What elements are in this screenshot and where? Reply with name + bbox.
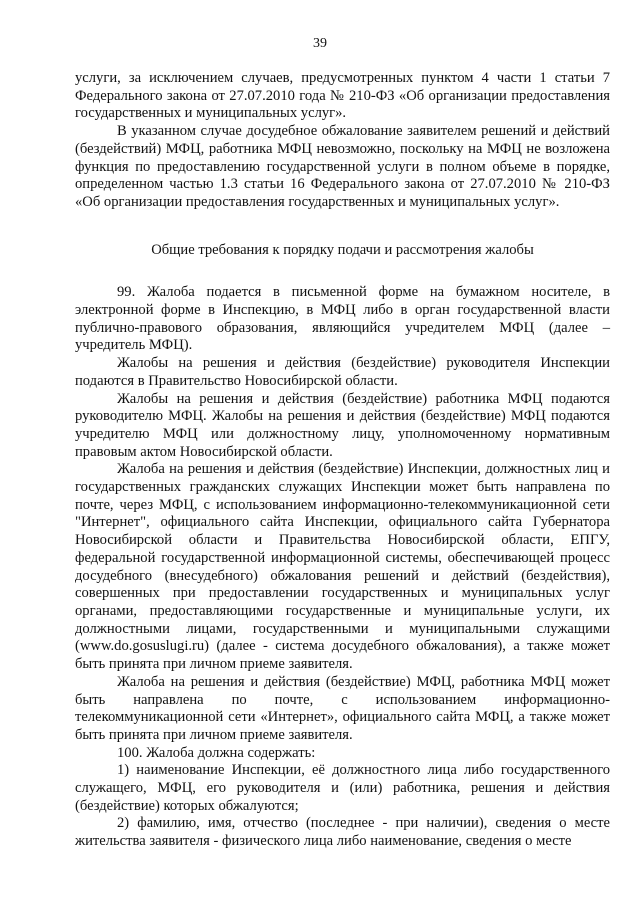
- paragraph: В указанном случае досудебное обжалование заявителем решений и действий (бездействий) МФЦ, работника МФЦ невозможно, поскольку на МФЦ не возложена функция по предоставлению государственной услуги в полном объеме в порядке, определенном частью 1.3 статьи 16 Федерального закона от 27.07.2010 № 210-ФЗ «Об организации предоставления государственных и муниципальных услуг».: [75, 123, 610, 210]
- section-heading: Общие требования к порядку подачи и рассмотрения жалобы: [151, 241, 534, 258]
- paragraph: услуги, за исключением случаев, предусмотренных пунктом 4 части 1 статьи 7 Федерального закона от 27.07.2010 года № 210-ФЗ «Об организации предоставления государственных и муниципальных услуг».: [75, 70, 610, 122]
- document-body: [75, 70, 610, 851]
- paragraph: 1) наименование Инспекции, её должностного лица либо государственного служащего, МФЦ, его руководителя и (или) работника, решения и действия (бездействие) которых обжалуются;: [75, 762, 610, 814]
- paragraph: 100. Жалоба должна содержать:: [117, 744, 316, 761]
- paragraph: Жалоба на решения и действия (бездействие) Инспекции, должностных лиц и государственных гражданских служащих Инспекции может быть направлена по почте, через МФЦ, с использованием информационно-телекоммуникационной сети "Интернет", официального сайта Инспекции, официального сайта Губернатора Новосибирской области и Правительства Новосибирской области, ЕПГУ, федеральной государственной информационной системы, обеспечивающей процесс досудебного (внесудебного) обжалования решений и действий (бездействия), совершенных при предоставлении государственных и муниципальных услуг органами, предоставляющими государственные и муниципальные услуги, их должностными лицами, государственными и муниципальными служащими (www.do.gosuslugi.ru) (далее - система досудебного обжалования), а также может быть принята при личном приеме заявителя.: [75, 461, 610, 673]
- paragraph: Жалоба на решения и действия (бездействие) МФЦ, работника МФЦ может быть направлена по почте, с использованием информационно-телекоммуникационной сети «Интернет», официального сайта МФЦ, а также может быть принята при личном приеме заявителя.: [75, 673, 610, 743]
- paragraph: Жалобы на решения и действия (бездействие) руководителя Инспекции подаются в Правительство Новосибирской области.: [75, 355, 610, 389]
- paragraph: Жалобы на решения и действия (бездействие) работника МФЦ подаются руководителю МФЦ. Жалобы на решения и действия (бездействие) МФЦ подаются учредителю МФЦ или должностному лицу, уполномоченному нормативным правовым актом Новосибирской области.: [75, 390, 610, 460]
- paragraph: 2) фамилию, имя, отчество (последнее - при наличии), сведения о месте жительства заявителя - физического лица либо наименование, сведения о месте: [75, 815, 610, 850]
- page-number: 39: [313, 36, 327, 51]
- paragraph: 99. Жалоба подается в письменной форме на бумажном носителе, в электронной форме в Инспекцию, в МФЦ либо в орган государственной власти публично-правового образования, являющийся учредителем МФЦ (далее – учредитель МФЦ).: [75, 284, 610, 354]
